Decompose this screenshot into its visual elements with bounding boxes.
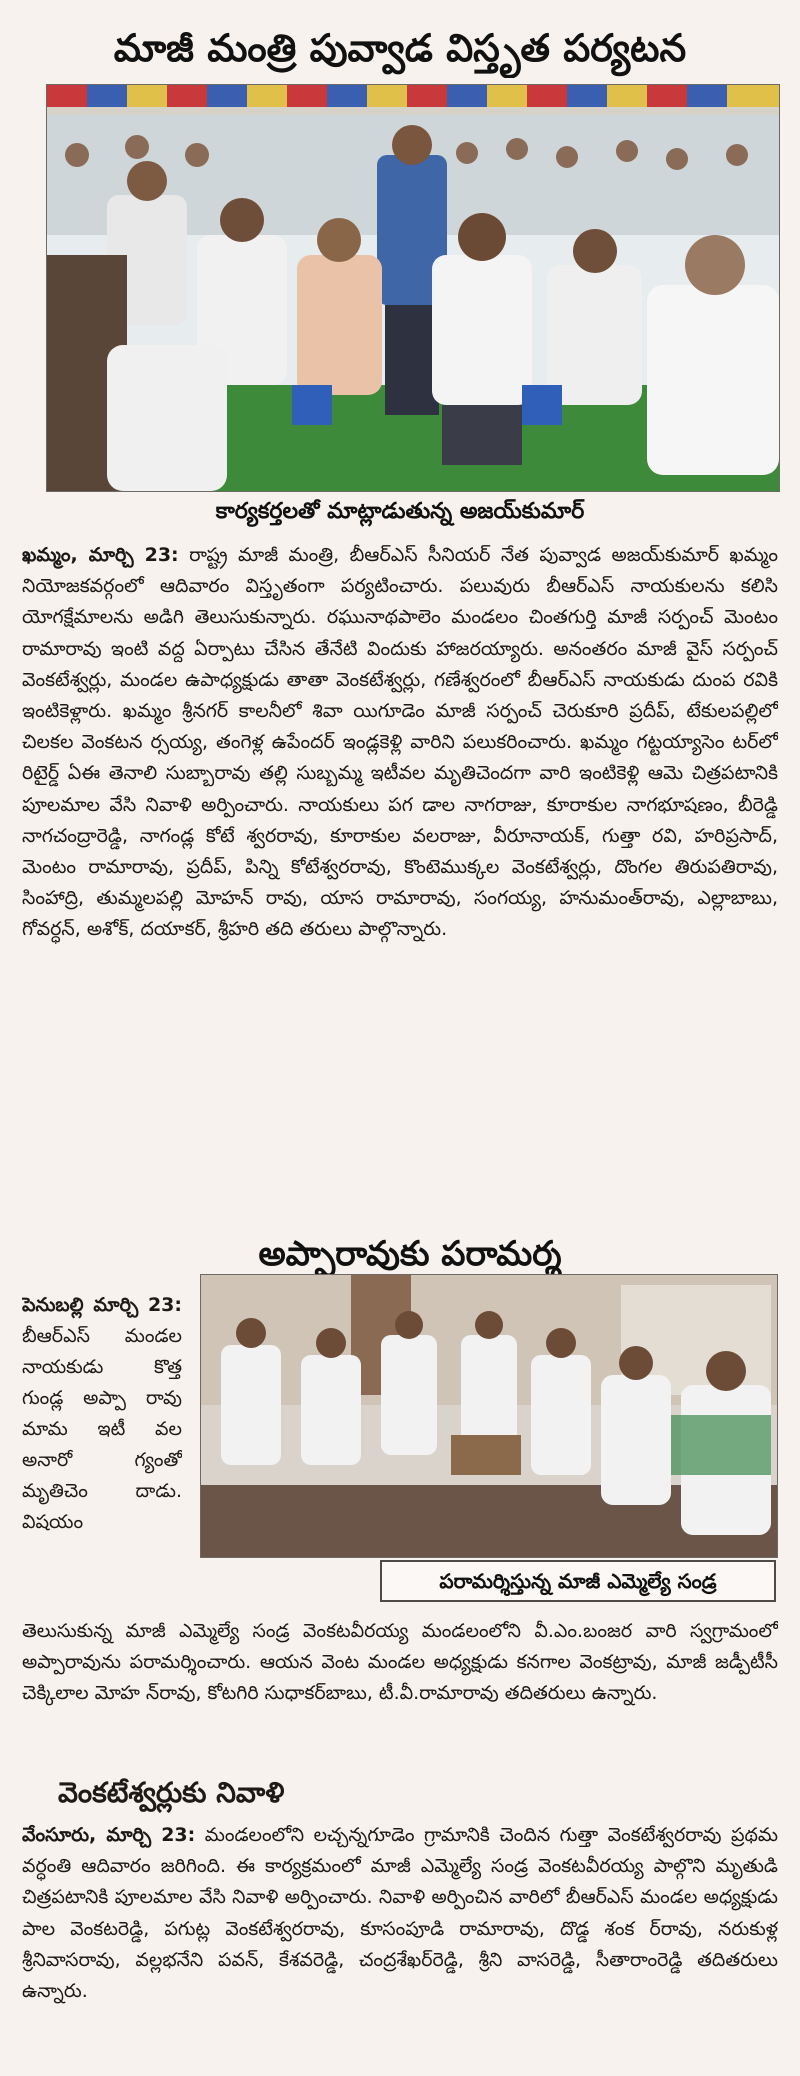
article2-narrow-column bbox=[22, 1290, 182, 1614]
article1-body bbox=[22, 540, 778, 1210]
article1-photo-graphic bbox=[47, 85, 779, 491]
article2-headline: అప్పారావుకు పరామర్శ bbox=[258, 1234, 562, 1274]
article2-photo bbox=[200, 1274, 778, 1558]
article1-caption: కార్యకర్తలతో మాట్లాడుతున్న అజయ్‌కుమార్ bbox=[215, 499, 585, 524]
article2-body-text: తెలుసుకున్న మాజీ ఎమ్మెల్యే సండ్ర వెంకటవీరయ్య మండలంలోని వీ.ఎం.బంజర వారి స్వగ్రామంలో అప్పారావును పరామర్శించారు. ఆయన వెంట మండల అధ్యక్షుడు కనగాల వెంకట్రావు, మాజీ జడ్పీటీసీ చెక్కిలాల మోహ న్‌రావు, కోటగిరి సుధాకర్‌బాబు, టీ.వీ.రామారావు తదితరులు ఉన్నారు. bbox=[22, 1620, 778, 1705]
article3-body-text: మండలంలోని లచ్చన్నగూడెం గ్రామానికి చెందిన గుత్తా వెంకటేశ్వరరావు ప్రథమ వర్ధంతి ఆదివారం జరిగింది. ఈ కార్యక్రమంలో మాజీ ఎమ్మెల్యే సండ్ర వెంకటవీరయ్య పాల్గొని మృతుడి చిత్రపటానికి పూలమాల వేసి నివాళి అర్పించారు. నివాళి అర్పించిన వారిలో బీఆర్‌ఎస్ మండల అధ్యక్షుడు పాల వెంకటరెడ్డి, పగుట్ల వెంకటేశ్వరరావు, కూసంపూడి రామారావు, దొడ్డ శంక ర్‌రావు, నరుకుళ్ల శ్రీనివాసరావు, వల్లభనేని పవన్, కేశవరెడ్డి, చంద్రశేఖర్‌రెడ్డి, శ్రీని వాసరెడ్డి, సీతారాంరెడ్డి తదితరులు ఉన్నారు. bbox=[22, 1824, 778, 2003]
article1-body-text: రాష్ట్ర మాజీ మంత్రి, బీఆర్‌ఎస్ సీనియర్ నేత పువ్వాడ అజయ్‌కుమార్ ఖమ్మం నియోజకవర్గంలో ఆదివారం విస్తృతంగా పర్యటించారు. పలువురు బీఆర్‌ఎస్ నాయకులను కలిసి యోగక్షేమాలను అడిగి తెలుసుకున్నారు. రఘునాథపాలెం మండలం చింతగుర్తి మాజీ సర్పంచ్ మెంటం రామారావు ఇంటి వద్ద ఏర్పాటు చేసిన తేనేటి విందుకు హాజరయ్యారు. అనంతరం మాజీ వైస్ సర్పంచ్ వెంకటేశ్వర్లు, మండల ఉపాధ్యక్షుడు తాతా వెంకటేశ్వర్లు, గణేశ్వరంలో బీఆర్‌ఎస్ నాయకుడు దుంప రవికి ఇంటికెళ్లారు. ఖమ్మం శ్రీనగర్ కాలనీలో శివా యిగూడెం మాజీ సర్పంచ్ చెరుకూరి ప్రదీప్, టేకులపల్లిలో చిలకల వెంకటన ర్సయ్య, తంగెళ్ల ఉపేందర్ ఇండ్లకెళ్లి వారిని పలుకరించారు. ఖమ్మం గట్టయ్యాసెం టర్‌లో రిటైర్డ్ ఏఈ తెనాలి సుబ్బారావు తల్లి సుబ్బమ్మ ఇటీవల మృతిచెందగా వారి ఇంటికెళ్లి ఆమె చిత్రపటానికి పూలమాల వేసి నివాళి అర్పించారు. నాయకులు పగ డాల నాగరాజు, కూరాకుల నాగభూషణం, బీరెడ్డి నాగచంద్రారెడ్డి, నాగండ్ల కోటే శ్వరరావు, కూరాకుల వలరాజు, వీరూనాయక్, గుత్తా రవి, హరిప్రసాద్, మెంటం రామారావు, ప్రదీప్, పిన్ని కోటేశ్వరరావు, కొంటెముక్కల వెంకటేశ్వర్లు, దొంగల తిరుపతిరావు, సింహాద్రి, తుమ్మలపల్లి మోహన్ రావు, యాస రామారావు, సంగయ్య, హనుమంత్‌రావు, ఎల్లాబాబు, గోవర్ధన్, అశోక్, దయాకర్, శ్రీహరి తది తరులు పాల్గొన్నారు. bbox=[22, 544, 778, 941]
article1-headline: మాజీ మంత్రి పువ్వాడ విస్తృత పర్యటన bbox=[113, 26, 687, 70]
article3-dateline: వేంసూరు, మార్చి 23: bbox=[22, 1824, 196, 1846]
article1-dateline: ఖమ్మం, మార్చి 23: bbox=[22, 544, 179, 566]
article2-narrow-text: బీఆర్‌ఎస్ మండల నాయకుడు కొత్త గుండ్ల అప్పా రావు మామ ఇటీ వల అనారో గ్యంతో మృతిచెం దాడు. విషయం bbox=[22, 1325, 182, 1533]
article1-photo bbox=[46, 84, 780, 492]
article3-headline: వెంకటేశ్వర్లుకు నివాళి bbox=[58, 1776, 285, 1809]
article2-photo-graphic bbox=[201, 1275, 777, 1557]
article2-caption: పరామర్శిస్తున్న మాజీ ఎమ్మెల్యే సండ్ర bbox=[380, 1560, 776, 1602]
article2-dateline: పెనుబల్లి మార్చి 23: bbox=[22, 1294, 182, 1316]
article2-body bbox=[22, 1616, 778, 1772]
article3-body bbox=[22, 1820, 778, 2070]
